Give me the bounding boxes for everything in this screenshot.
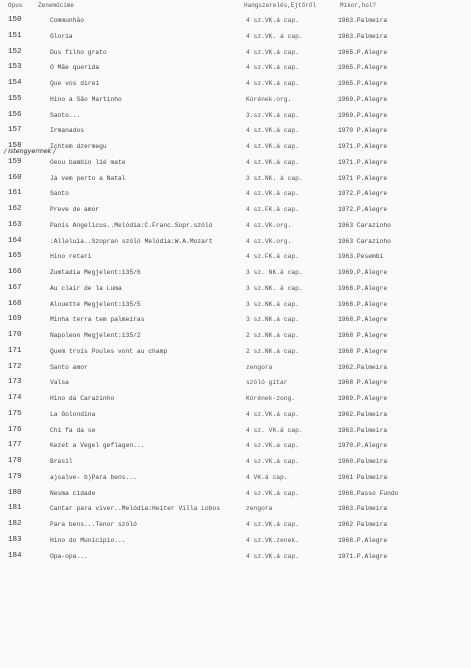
catalog-list	[0, 14, 471, 565]
opus-number: 170	[8, 331, 22, 339]
opus-number: 165	[8, 252, 22, 261]
list-item	[0, 376, 471, 392]
opus-number: 166	[8, 268, 22, 276]
list-item	[0, 219, 471, 235]
instrumentation: 4 sz.VK.á cap.	[246, 410, 299, 418]
year-place: 1961 Palmeira	[338, 473, 388, 481]
year-place: 1962.Palmeira	[338, 363, 388, 371]
work-title: Preve de amor	[50, 206, 100, 213]
work-title: O Mãe querida	[50, 64, 100, 72]
work-title: Gloria	[50, 32, 73, 40]
list-item	[0, 109, 471, 125]
instrumentation: 4 sz.VK.á cap.	[246, 158, 299, 166]
work-title: Hino do Município...	[50, 536, 126, 544]
work-title: Hino da Carazinho	[50, 395, 115, 402]
work-title: Minha terra tem palmeiras	[50, 316, 145, 324]
work-title: Cantar para viver..Melódia:Heiter Villa Lobos	[50, 505, 221, 513]
opus-number: 153	[8, 63, 22, 72]
instrumentation: 4 sz.VK.á cap.	[246, 521, 299, 528]
opus-number: 157	[8, 126, 22, 135]
work-title: Kezet a Vegel geflagen...	[50, 442, 145, 450]
year-place: 1965.P.Alegre	[338, 80, 388, 87]
list-item	[0, 156, 471, 172]
list-item	[0, 46, 471, 62]
instrumentation: 3 sz.NK.á cap.	[246, 300, 299, 308]
list-item	[0, 550, 471, 566]
list-item	[0, 392, 471, 408]
year-place: 1963.Palmeira	[338, 505, 388, 513]
year-place: 1970 P.Alegre	[338, 127, 388, 135]
instrumentation: 4 sz.VK.á cap.	[246, 552, 299, 560]
instrumentation: 4 VK.á cap.	[246, 473, 288, 481]
work-title: Hino retari	[50, 253, 92, 261]
work-title: Chi fa da se	[50, 426, 96, 434]
work-title: Ichtem dzermegu	[50, 143, 107, 150]
year-place: 1971 P.Alegre	[338, 174, 388, 182]
opus-number: 175	[8, 409, 22, 418]
list-item	[0, 30, 471, 46]
opus-number: 155	[8, 94, 22, 103]
list-item	[0, 140, 471, 156]
year-place: 1968 P.Alegre	[338, 332, 388, 339]
opus-number: 152	[8, 47, 22, 56]
work-title: Oeou bambin lié mate	[50, 158, 126, 166]
instrumentation: 4 sz.FK.á cap.	[246, 206, 299, 213]
year-place: 1969.P.Alegre	[338, 395, 388, 402]
work-title: Irmanados	[50, 127, 85, 135]
year-place: 1968 P.Alegre	[338, 347, 388, 355]
list-item	[0, 455, 471, 471]
list-item	[0, 313, 471, 329]
work-title: Valsa	[50, 379, 69, 387]
instrumentation: 4 sz.VK.á cap.	[246, 64, 299, 72]
work-title: Quem trois Poules vont au champ	[50, 347, 168, 355]
year-place: 1960.Palmeira	[338, 458, 388, 465]
instrumentation: 3 sz.NK. á cap.	[246, 284, 303, 292]
year-place: 1965.P.Alegre	[338, 64, 388, 72]
instrumentation: 3 sz. NK.á cap.	[246, 269, 303, 276]
list-item	[0, 439, 471, 455]
list-item	[0, 487, 471, 503]
instrumentation: 2 sz.NK.á cap.	[246, 332, 299, 339]
list-item	[0, 408, 471, 424]
instrumentation: 4 sz.VK.á cap.	[246, 190, 299, 198]
year-place: 1968 P.Alegre	[338, 379, 388, 387]
list-item	[0, 424, 471, 440]
instrumentation: 4 sz.VK.á cap.	[246, 48, 299, 56]
work-title: Opa-opa...	[50, 552, 88, 560]
instrumentation: 4 sz.VK.á cap.	[246, 127, 299, 135]
opus-number: 154	[8, 79, 22, 87]
year-place: 1971.P.Alegre	[338, 143, 388, 150]
instrumentation: 4 sz.VK.zenek.	[246, 536, 299, 544]
instrumentation: szóló gitar	[246, 379, 288, 387]
work-title: Que vos direi	[50, 80, 100, 87]
work-title: a)salve- b)Para bens...	[50, 473, 137, 481]
list-item	[0, 93, 471, 109]
year-place: 1965.P.Alegre	[338, 48, 388, 56]
list-item	[0, 518, 471, 534]
opus-number: 178	[8, 457, 22, 465]
opus-number: 183	[8, 535, 22, 544]
work-title: Já vem perto a Natal	[50, 174, 126, 182]
year-place: 1962 Palmeira	[338, 521, 388, 528]
work-title: Hino a São Martinho	[50, 95, 122, 103]
work-title: Santo amor	[50, 363, 88, 371]
year-place: 1969.P.Alegre	[338, 95, 388, 103]
instrumentation: 4 sz.VK.org.	[246, 221, 292, 229]
list-item	[0, 361, 471, 377]
opus-number: 160	[8, 173, 22, 182]
year-place: 1972.P.Alegre	[338, 190, 388, 198]
list-item	[0, 502, 471, 518]
opus-number: 172	[8, 362, 22, 371]
opus-number: 159	[8, 157, 22, 166]
work-title: Alouette Megjelent:135/5	[50, 300, 141, 308]
list-item	[0, 187, 471, 203]
opus-number: 177	[8, 441, 22, 450]
year-place: 1970.P.Alegre	[338, 442, 388, 450]
instrumentation: 4 sz.VK.á cap.	[246, 143, 299, 150]
opus-number: 163	[8, 220, 22, 229]
year-place: 1963.Palmeira	[338, 426, 388, 434]
opus-number: 173	[8, 378, 22, 387]
year-place: 1963.Palmeira	[338, 17, 388, 24]
work-title: Para bens...Tenor szóló	[50, 521, 137, 528]
work-title: Au clair de la Luma	[50, 284, 122, 292]
instrumentation: 4 sz.VK.á cap.	[246, 458, 299, 465]
instrumentation: Kórének-zong.	[246, 395, 296, 402]
year-place: 1968.P.Alegre	[338, 300, 388, 308]
list-item	[0, 14, 471, 30]
instrumentation: zengora	[246, 363, 273, 371]
list-item	[0, 298, 471, 314]
year-place: 1963.Palmeira	[338, 32, 388, 40]
instrumentation: 4 sz.FK.á cap.	[246, 253, 299, 261]
opus-number: 158	[8, 142, 22, 150]
list-item	[0, 235, 471, 251]
list-item	[0, 203, 471, 219]
year-place: 1963 Carazinho	[338, 237, 391, 245]
work-title: Panis Angelicus..Melódia:C.Franc.Sopr.szóló	[50, 221, 213, 229]
year-place: 1972.P.Alegre	[338, 206, 388, 213]
opus-number: 176	[8, 425, 22, 434]
instrumentation: 3 sz.NK. á cap.	[246, 174, 303, 182]
instrumentation: 4 sz.VK.org.	[246, 237, 292, 245]
handwritten-annotation: / Istengyermek /	[4, 148, 56, 155]
list-item	[0, 250, 471, 266]
work-title: Santo	[50, 190, 69, 198]
list-item	[0, 124, 471, 140]
list-item	[0, 172, 471, 188]
header-instrumentation: Hangszerelés,Ejtőről	[244, 2, 317, 9]
list-item	[0, 534, 471, 550]
header-year-place: Mikor,hol?	[340, 2, 377, 9]
year-place: 1971.P.Alegre	[338, 158, 388, 166]
work-title: Brasil	[50, 458, 73, 465]
opus-number: 180	[8, 488, 22, 497]
opus-number: 179	[8, 472, 22, 481]
list-item	[0, 471, 471, 487]
opus-number: 162	[8, 205, 22, 213]
year-place: 1971.P.Alegre	[338, 552, 388, 560]
instrumentation: 3.sz.VK.á cap.	[246, 111, 299, 119]
instrumentation: 2 sz.NK.á cap.	[246, 347, 299, 355]
year-place: 1968.Passo Fundo	[338, 489, 399, 497]
instrumentation: 4 sz.VK.á cap.	[246, 80, 299, 87]
opus-number: 181	[8, 504, 22, 513]
list-item	[0, 329, 471, 345]
work-title: Dus filho grato	[50, 48, 107, 56]
header-opus: Opus	[8, 2, 23, 9]
year-place: 1968.P.Alegre	[338, 284, 388, 292]
instrumentation: Kórének.org.	[246, 95, 292, 103]
opus-number: 174	[8, 394, 22, 402]
instrumentation: 4 sz.VK.a cap.	[246, 442, 299, 450]
list-item	[0, 61, 471, 77]
instrumentation: 4 sz.VK.á cap.	[246, 489, 299, 497]
year-place: 1968.P.Alegre	[338, 536, 388, 544]
instrumentation: 4 sz.VK. á cap.	[246, 32, 303, 40]
list-item	[0, 266, 471, 282]
list-item	[0, 77, 471, 93]
year-place: 1968.P.Alegre	[338, 316, 388, 324]
year-place: 1969.P.Alegre	[338, 269, 388, 276]
list-item	[0, 345, 471, 361]
instrumentation: 3 sz.NK.á cap.	[246, 316, 299, 324]
work-title: Zumtadia Megjelent:135/6	[50, 269, 141, 276]
instrumentation: 4 sz. VK.á cap.	[246, 426, 303, 434]
year-place: 1963.Pesembi	[338, 253, 384, 261]
work-title: Napoleon Megjelent:135/2	[50, 332, 141, 339]
opus-number: 167	[8, 283, 22, 292]
opus-number: 171	[8, 346, 22, 355]
work-title: La Golondina	[50, 410, 96, 418]
header-title: Zeneműcíme	[38, 2, 75, 9]
opus-number: 184	[8, 551, 22, 560]
year-place: 1962.Palmeira	[338, 410, 388, 418]
work-title: Communhão	[50, 17, 85, 24]
opus-number: 169	[8, 315, 22, 324]
opus-number: 164	[8, 236, 22, 245]
opus-number: 161	[8, 189, 22, 198]
opus-number: 182	[8, 520, 22, 528]
year-place: 1969.P.Alegre	[338, 111, 388, 119]
opus-number: 156	[8, 110, 22, 119]
year-place: 1963 Carazinho	[338, 221, 391, 229]
opus-number: 151	[8, 31, 22, 40]
instrumentation: 4 sz.VK.á cap.	[246, 17, 299, 24]
work-title: :Alleluia..Szopran szóló Melódia:W.A.Mozart	[50, 237, 213, 245]
work-title: Nesma cidade	[50, 489, 96, 497]
opus-number: 150	[8, 16, 22, 24]
opus-number: 168	[8, 299, 22, 308]
instrumentation: zengora	[246, 505, 273, 513]
work-title: Santo...	[50, 111, 81, 119]
list-item	[0, 282, 471, 298]
